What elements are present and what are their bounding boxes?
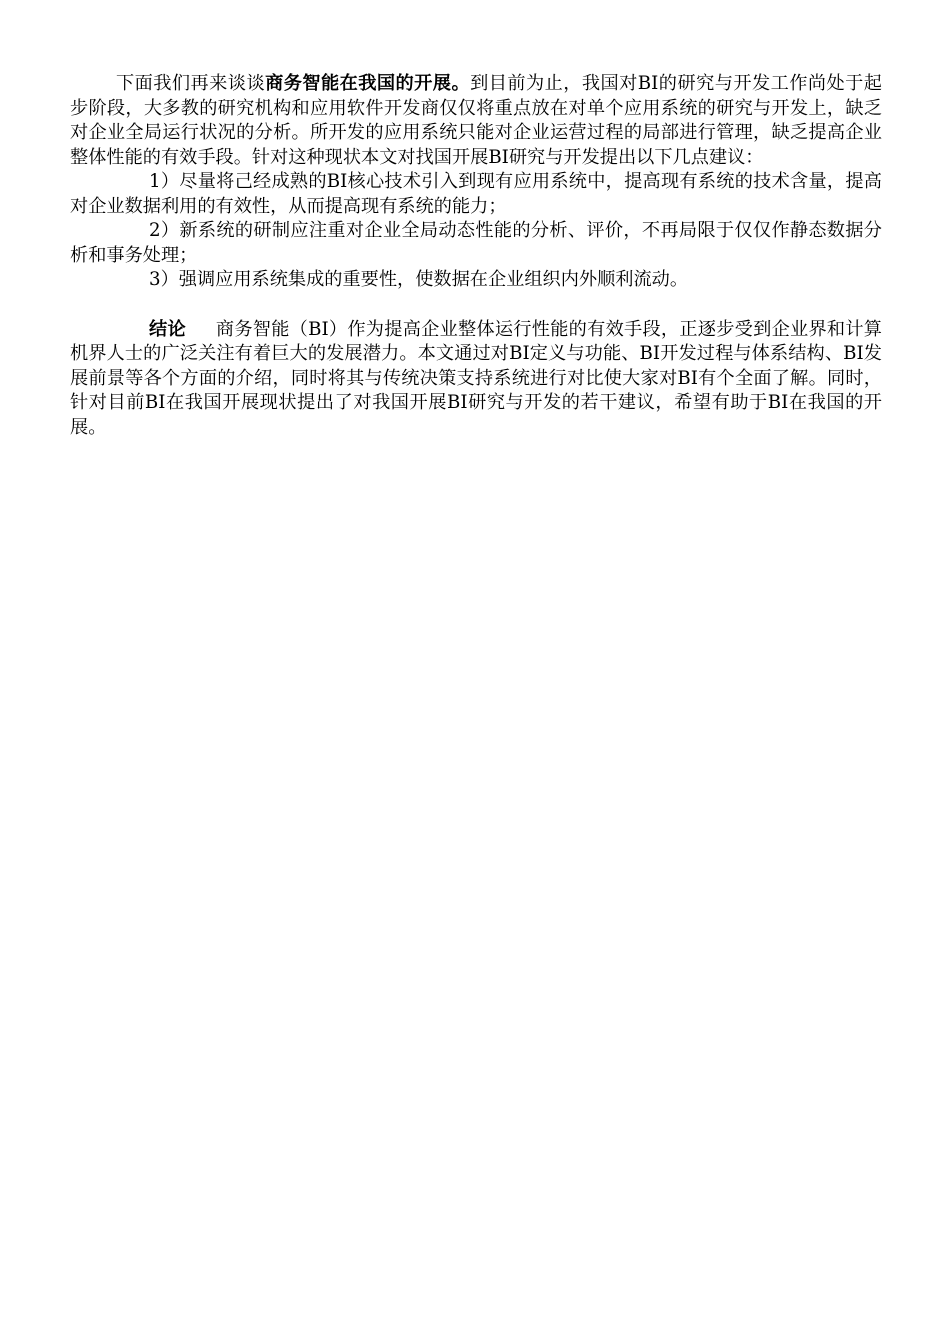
- intro-lead: 下面我们再来谈谈: [116, 73, 266, 94]
- conclusion-text: 商务智能（BI）作为提高企业整体运行性能的有效手段，正逐步受到企业界和计算机界人士的广泛关注有着巨大的发展潜力。本文通过对BI定义与功能、BI开发过程与体系结构、BI发展前景等各个方面的介绍，同时将其与传统决策支持系统进行对比使大家对BI有个全面了解。同时，针对目前BI在我国开展现状提出了对我国开展BI研究与开发的若干建议，希望有助于BI在我国的开展。: [70, 318, 882, 438]
- conclusion-paragraph: [70, 318, 882, 441]
- suggestion-1: 1）尽量将己经成熟的BI核心技术引入到现有应用系统中，提高现有系统的技术含量，提高对企业数据利用的有效性，从而提高现有系统的能力；: [70, 171, 882, 217]
- suggestion-3: 3）强调应用系统集成的重要性，使数据在企业组织内外顺利流动。: [149, 269, 689, 290]
- intro-paragraph: [70, 72, 882, 170]
- document-body: [70, 72, 882, 440]
- paragraph-gap: [70, 293, 882, 318]
- intro-bold-heading: 商务智能在我国的开展。: [265, 73, 471, 94]
- suggestion-2: 2）新系统的研制应注重对企业全局动态性能的分析、评价，不再局限于仅仅作静态数据分析和事务处理；: [70, 220, 882, 266]
- intro-rest: 到目前为止，我国对BI的研究与开发工作尚处于起步阶段，大多教的研究机构和应用软件开发商仅仅将重点放在对单个应用系统的研究与开发上，缺乏对企业全局运行状况的分析。所开发的应用系统只能对企业运营过程的局部进行管理，缺乏提高企业整体性能的有效手段。针对这种现状本文对找国开展BI研究与开发提出以下几点建议：: [70, 73, 882, 168]
- conclusion-label: 结论: [149, 318, 186, 340]
